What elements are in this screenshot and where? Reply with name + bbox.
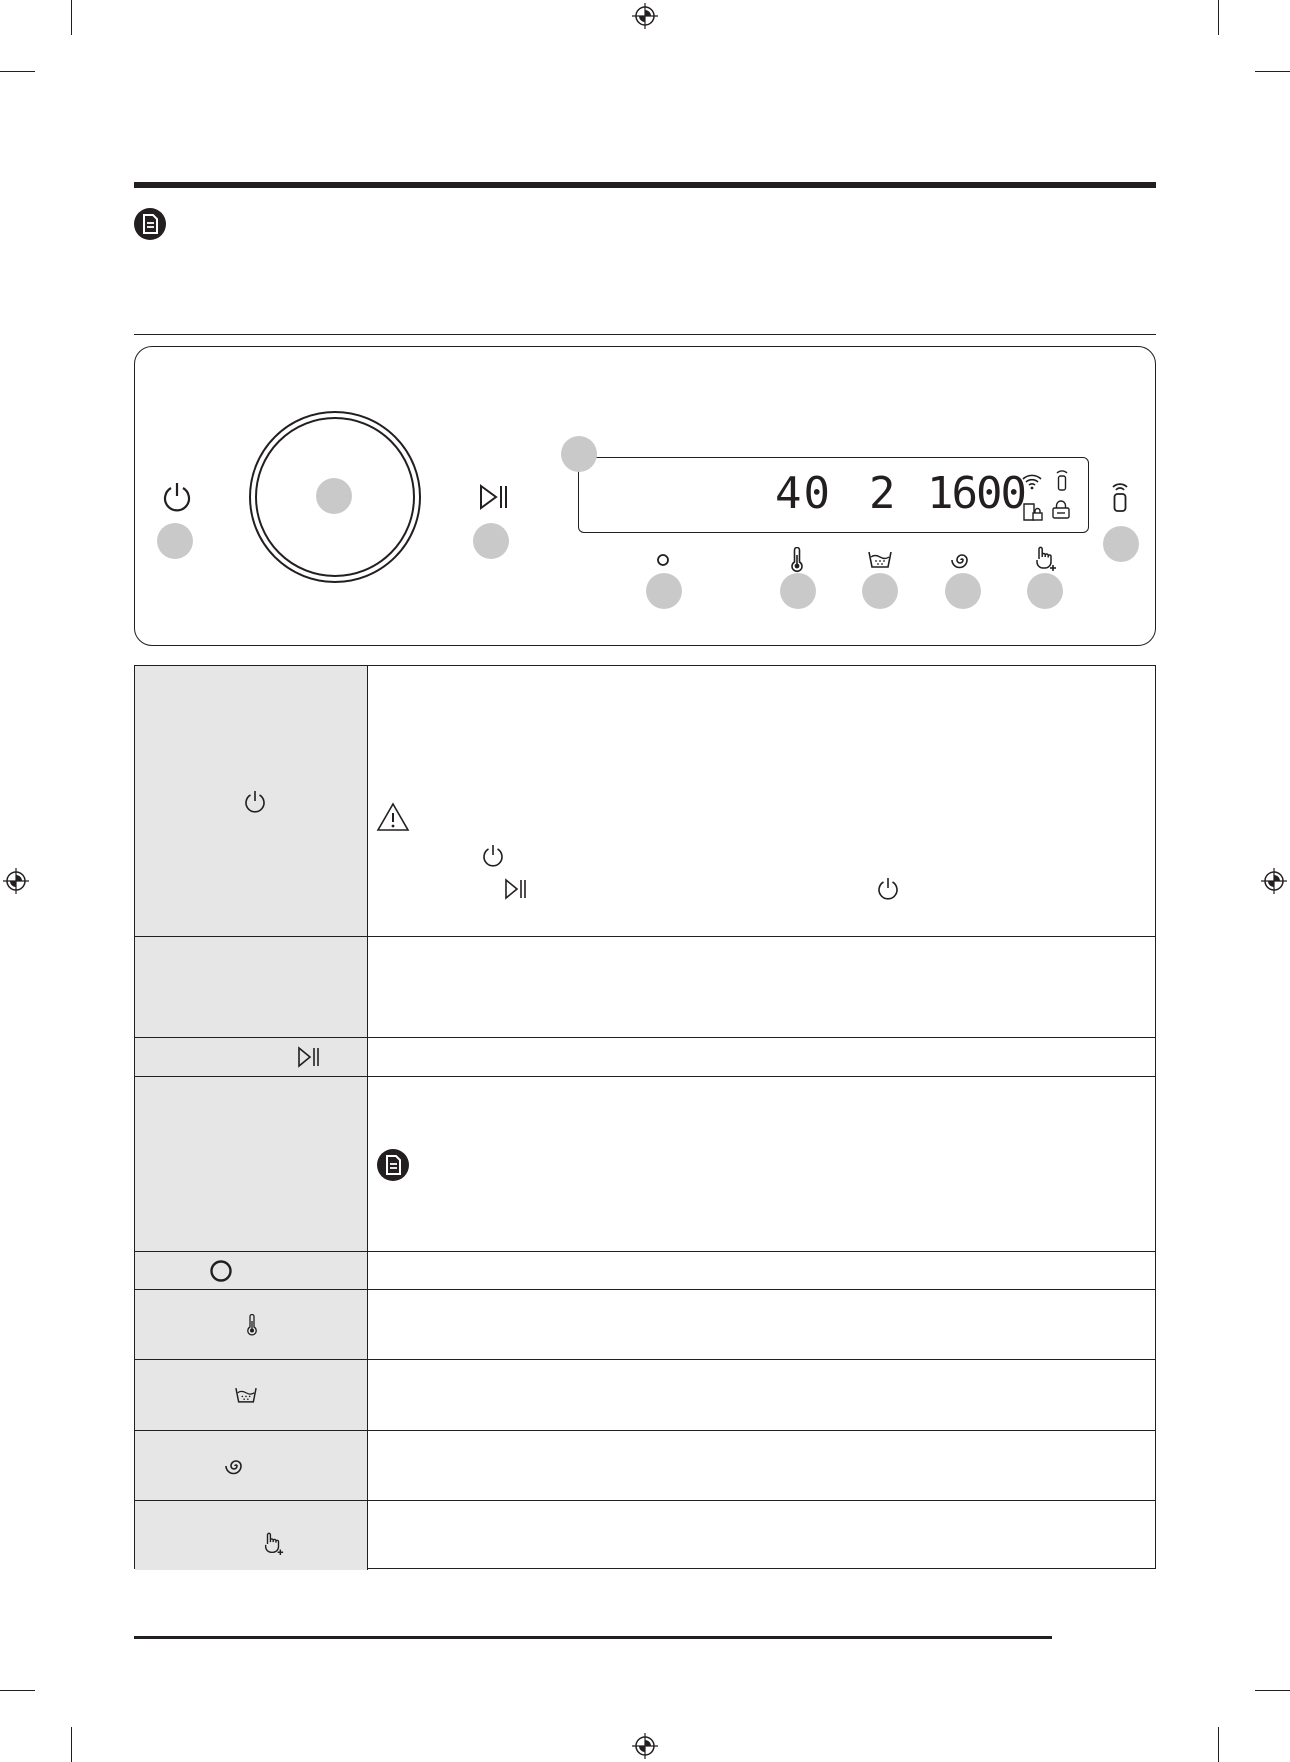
control-panel — [134, 346, 1156, 646]
table-content-cell — [368, 1077, 1155, 1251]
callout-marker — [862, 573, 898, 609]
crop-mark — [1218, 1727, 1219, 1762]
table-content-cell — [368, 1290, 1155, 1359]
play-pause-icon — [504, 878, 528, 900]
wifi-icon — [1021, 472, 1043, 490]
table-label-cell — [135, 1431, 368, 1500]
crop-mark — [0, 71, 35, 72]
smart-control-icon — [1054, 470, 1070, 492]
table-row — [135, 1501, 1155, 1570]
crop-mark — [1218, 0, 1219, 35]
table-row — [135, 1431, 1155, 1501]
table-row — [135, 1077, 1155, 1252]
add-garment-icon[interactable] — [1033, 545, 1057, 573]
header-rule — [134, 182, 1156, 188]
add-garment-icon — [262, 1531, 284, 1557]
display-panel — [578, 457, 1089, 533]
note-icon — [377, 1149, 409, 1181]
callout-marker — [561, 436, 597, 472]
crop-mark — [1255, 71, 1290, 72]
crop-mark — [0, 1690, 35, 1691]
circle-icon[interactable] — [656, 553, 670, 567]
thermometer-icon[interactable] — [790, 547, 804, 573]
rinse-readout: 2 — [869, 468, 896, 519]
table-row — [135, 1360, 1155, 1431]
section-rule — [134, 334, 1156, 335]
table-row — [135, 1038, 1155, 1077]
table-label-cell — [135, 1501, 368, 1570]
spin-icon[interactable] — [951, 549, 973, 571]
table-label-cell — [135, 1038, 368, 1076]
table-row — [135, 1290, 1155, 1360]
table-row — [135, 666, 1155, 937]
registration-mark-icon — [632, 3, 658, 29]
table-label-cell — [135, 1077, 368, 1251]
table-content-cell — [368, 1431, 1155, 1500]
callout-marker — [1103, 526, 1139, 562]
power-icon — [481, 844, 505, 868]
power-icon — [876, 877, 900, 901]
smart-control-icon[interactable] — [1109, 481, 1131, 513]
temperature-readout: 40 — [775, 468, 832, 519]
callout-marker — [157, 523, 193, 559]
crop-mark — [71, 1727, 72, 1762]
play-pause-icon[interactable] — [479, 483, 509, 511]
caution-icon — [376, 802, 410, 832]
power-icon[interactable] — [161, 481, 193, 513]
callout-marker — [1027, 573, 1063, 609]
table-content-cell — [368, 666, 1155, 936]
table-content-cell — [368, 1501, 1155, 1570]
spin-readout: 1600 — [927, 468, 1025, 519]
thermometer-icon — [246, 1314, 258, 1336]
callout-marker — [473, 523, 509, 559]
circle-icon — [209, 1259, 233, 1283]
crop-mark — [71, 0, 72, 35]
registration-mark-icon — [3, 868, 29, 894]
table-label-cell — [135, 1360, 368, 1430]
note-icon — [134, 208, 166, 240]
rinse-icon[interactable] — [868, 551, 892, 569]
spin-icon — [225, 1455, 247, 1477]
table-content-cell — [368, 1038, 1155, 1076]
table-content-cell — [368, 1252, 1155, 1289]
table-content-cell — [368, 1360, 1155, 1430]
callout-marker — [646, 573, 682, 609]
callout-marker — [945, 573, 981, 609]
rinse-icon — [235, 1387, 257, 1404]
table-row — [135, 937, 1155, 1038]
table-label-cell — [135, 666, 368, 936]
table-label-cell — [135, 1290, 368, 1359]
table-label-cell — [135, 937, 368, 1037]
child-lock-icon — [1022, 502, 1044, 522]
power-icon — [243, 790, 267, 814]
registration-mark-icon — [1261, 868, 1287, 894]
table-row — [135, 1252, 1155, 1290]
door-lock-icon — [1051, 500, 1071, 520]
callout-marker — [316, 478, 352, 514]
table-label-cell — [135, 1252, 368, 1289]
play-pause-icon — [297, 1046, 321, 1068]
footer-rule — [134, 1636, 1052, 1639]
crop-mark — [1255, 1690, 1290, 1691]
callout-marker — [780, 573, 816, 609]
controls-table — [134, 665, 1156, 1569]
registration-mark-icon — [632, 1733, 658, 1759]
table-content-cell — [368, 937, 1155, 1037]
